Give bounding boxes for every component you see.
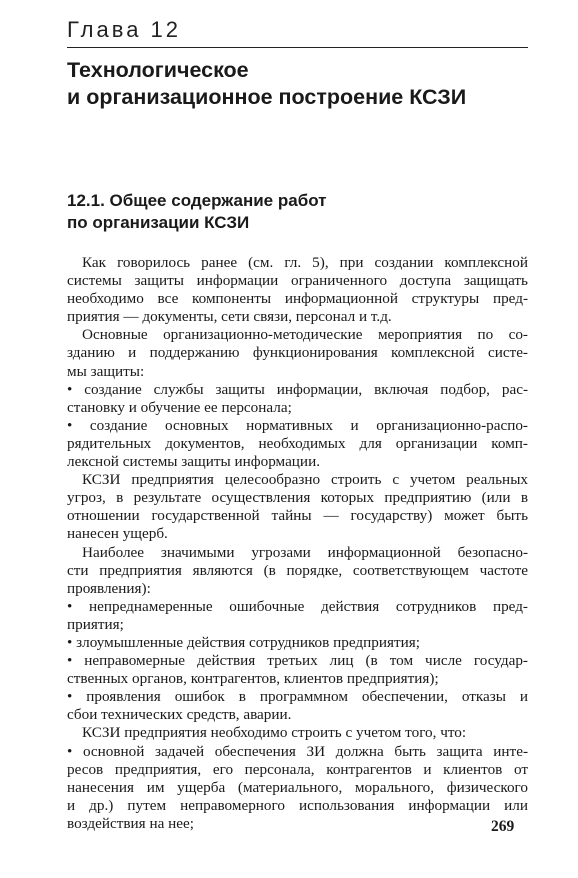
- text-line: зданию и поддержанию функционирования комплексной систе-: [67, 344, 528, 362]
- text-line: отношении государственной тайны — государству) может быть: [67, 507, 528, 525]
- text-line: становку и обучение ее персонала;: [67, 398, 292, 416]
- text-line: приятия;: [67, 615, 124, 633]
- chapter-label: Глава 12: [67, 17, 182, 42]
- chapter-title-line: и организационное построение КСЗИ: [67, 85, 467, 109]
- text-line: Наиболее значимыми угрозами информационной безопасно-: [82, 543, 528, 561]
- body-text: [67, 254, 528, 833]
- chapter-title-line: Технологическое: [67, 58, 249, 82]
- page-number: 269: [491, 818, 515, 835]
- chapter-rule: [67, 47, 528, 48]
- text-line: • злоумышленные действия сотрудников предприятия;: [67, 633, 420, 651]
- text-line: рядительных документов, необходимых для организации комп-: [67, 434, 528, 452]
- text-line: нанесен ущерб.: [67, 525, 168, 543]
- text-line: • неправомерные действия третьих лиц (в том числе государ-: [67, 652, 528, 670]
- text-line: ресов предприятия, его персонала, контрагентов и клиентов от: [67, 760, 528, 778]
- text-line: лексной системы защиты информации.: [67, 453, 320, 471]
- text-line: • основной задачей обеспечения ЗИ должна быть защита инте-: [67, 742, 528, 760]
- text-line: КСЗИ предприятия целесообразно строить с учетом реальных: [82, 471, 528, 489]
- text-line: необходимо все компоненты информационной структуры пред-: [67, 290, 528, 308]
- section-title-line: по организации КСЗИ: [67, 213, 250, 232]
- chapter-title: [67, 57, 537, 111]
- text-line: ственных органов, контрагентов, клиентов предприятия);: [67, 670, 439, 688]
- text-line: проявления):: [67, 579, 151, 597]
- text-line: угроз, в результате осуществления которых предприятию (или в: [67, 489, 528, 507]
- text-line: сти предприятия являются (в порядке, соответствующем частоте: [67, 561, 528, 579]
- text-line: Как говорилось ранее (см. гл. 5), при создании комплексной: [82, 254, 528, 271]
- section-title: [67, 190, 507, 234]
- text-line: мы защиты:: [67, 362, 145, 380]
- text-line: • создание службы защиты информации, включая подбор, рас-: [67, 380, 528, 398]
- section-title-line: 12.1. Общее содержание работ: [67, 191, 327, 210]
- text-line: системы защиты информации ограниченного доступа защищать: [67, 272, 528, 290]
- text-line: • создание основных нормативных и организационно-распо-: [67, 416, 528, 434]
- text-line: сбои технических средств, аварии.: [67, 706, 292, 724]
- text-line: нанесения им ущерба (материального, морального, физического: [67, 778, 528, 796]
- text-line: • проявления ошибок в программном обеспечении, отказы и: [67, 688, 528, 706]
- text-line: и др.) путем неправомерного использования информации или: [67, 796, 528, 814]
- text-line: КСЗИ предприятия необходимо строить с учетом того, что:: [82, 724, 467, 742]
- text-line: • непреднамеренные ошибочные действия сотрудников пред-: [67, 597, 528, 615]
- text-line: Основные организационно-методические мероприятия по со-: [82, 326, 528, 344]
- text-line: приятия — документы, сети связи, персонал и т.д.: [67, 308, 392, 326]
- text-line: воздействия на нее;: [67, 814, 194, 832]
